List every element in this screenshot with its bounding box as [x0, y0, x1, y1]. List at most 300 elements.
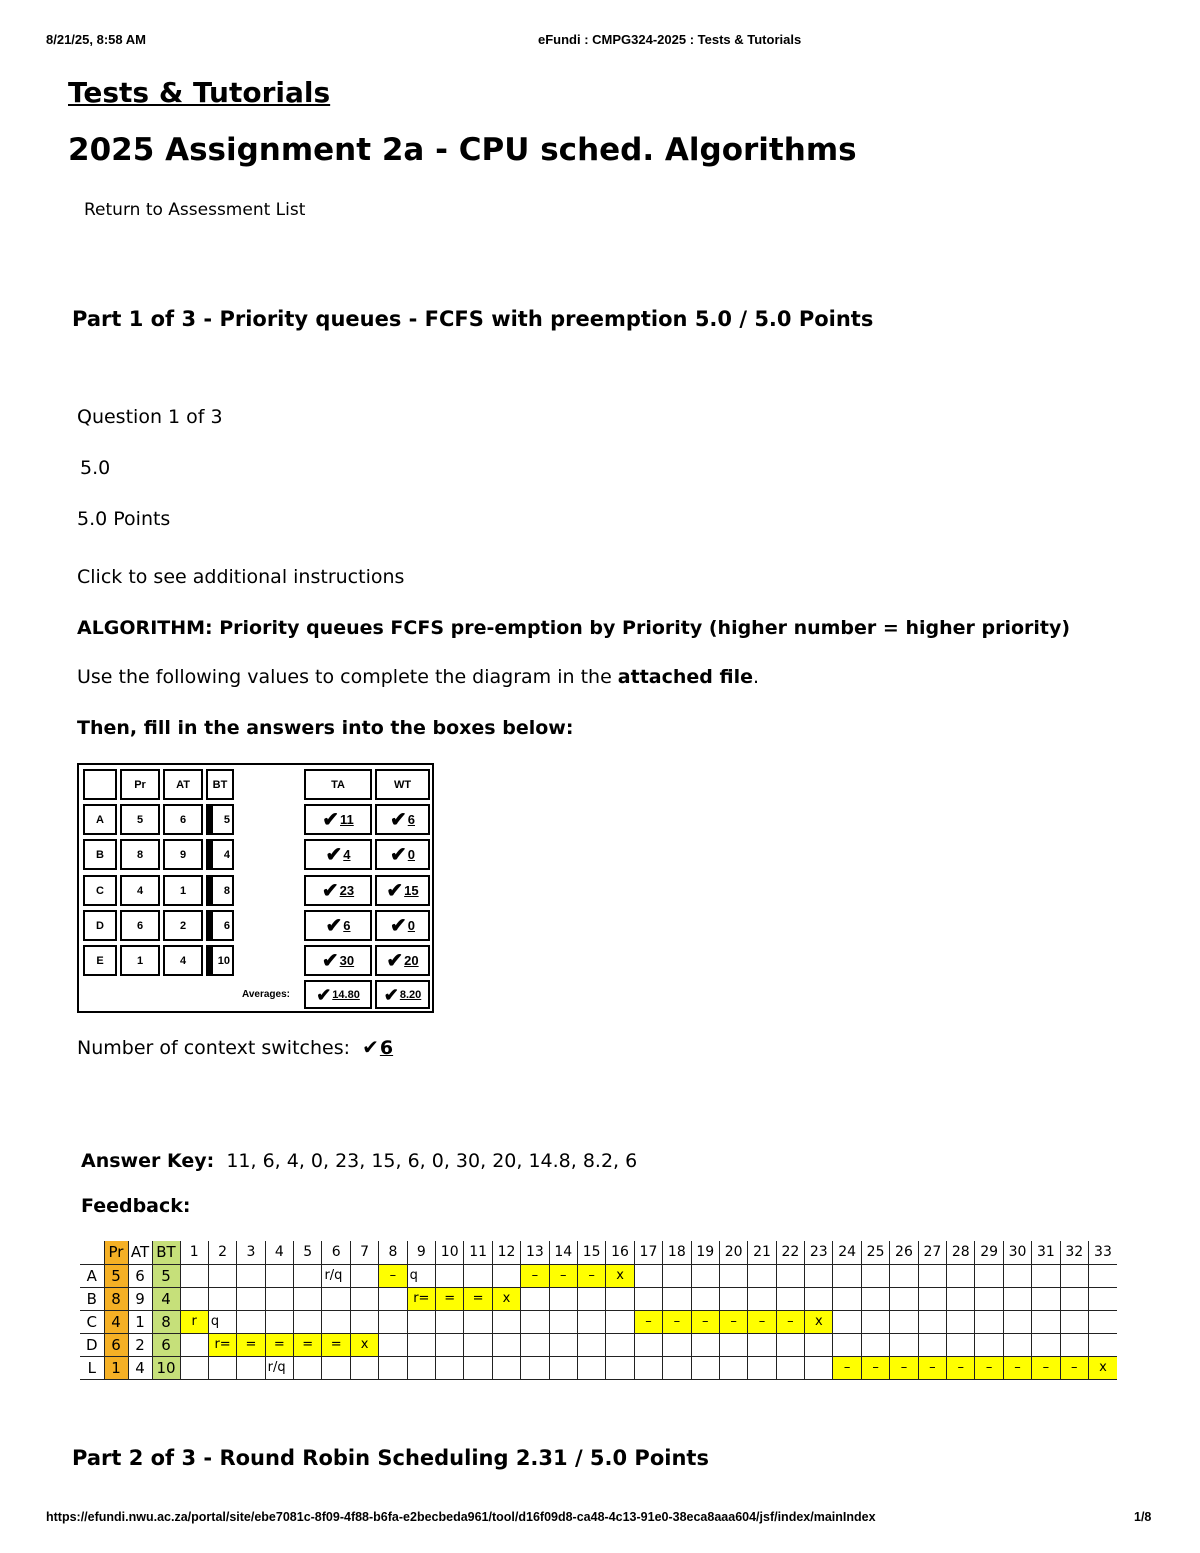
- gantt-cell: [663, 1264, 691, 1287]
- gantt-cell: [805, 1333, 833, 1356]
- gantt-cell: r=: [407, 1287, 435, 1310]
- gantt-cell: [379, 1310, 407, 1333]
- gantt-cell: [634, 1356, 662, 1379]
- gantt-cell: [1089, 1264, 1117, 1287]
- gantt-header-at: AT: [128, 1241, 152, 1264]
- gantt-cell: [947, 1287, 975, 1310]
- gantt-cell: [606, 1356, 634, 1379]
- gantt-cell: [464, 1333, 492, 1356]
- gantt-cell: [322, 1356, 350, 1379]
- waiting-answer-box[interactable]: [375, 875, 430, 906]
- gantt-cell: –: [776, 1310, 804, 1333]
- answer-value: 6: [343, 918, 351, 933]
- gantt-cell: –: [577, 1264, 605, 1287]
- gantt-cell: [776, 1333, 804, 1356]
- gantt-cell: [350, 1310, 378, 1333]
- gantt-cell: [1003, 1287, 1031, 1310]
- burst-time-cell: 6: [206, 910, 234, 941]
- gantt-cell: q: [208, 1310, 236, 1333]
- waiting-answer-box[interactable]: [375, 839, 430, 870]
- gantt-time-label: 16: [606, 1241, 634, 1264]
- gantt-process-name: B: [80, 1287, 104, 1310]
- gantt-cell: [379, 1356, 407, 1379]
- print-doc-title: eFundi : CMPG324-2025 : Tests & Tutorials: [538, 32, 802, 47]
- gantt-cell: [947, 1333, 975, 1356]
- gantt-cell: [890, 1287, 918, 1310]
- gantt-cell: =: [265, 1333, 293, 1356]
- burst-time-cell: 4: [206, 839, 234, 870]
- answer-value: 6: [407, 812, 415, 827]
- gantt-cell: [436, 1310, 464, 1333]
- gantt-cell: [464, 1310, 492, 1333]
- gantt-cell: [1003, 1333, 1031, 1356]
- gantt-cell: –: [975, 1356, 1003, 1379]
- gantt-time-label: 22: [776, 1241, 804, 1264]
- gantt-cell: [719, 1333, 747, 1356]
- gantt-time-label: 23: [805, 1241, 833, 1264]
- gantt-cell: r: [180, 1310, 208, 1333]
- answer-value: 4: [343, 847, 351, 862]
- check-icon: ✔: [325, 914, 343, 937]
- check-icon: ✔: [386, 879, 404, 902]
- gantt-cell: [748, 1287, 776, 1310]
- check-icon: ✔: [390, 914, 407, 937]
- gantt-cell: [322, 1287, 350, 1310]
- gantt-burst: 8: [152, 1310, 180, 1333]
- gantt-cell: [1003, 1264, 1031, 1287]
- gantt-cell: [549, 1356, 577, 1379]
- gantt-time-label: 7: [350, 1241, 378, 1264]
- gantt-cell: r/q: [265, 1356, 293, 1379]
- gantt-burst: 4: [152, 1287, 180, 1310]
- gantt-cell: [208, 1287, 236, 1310]
- gantt-cell: [180, 1333, 208, 1356]
- gantt-cell: [776, 1287, 804, 1310]
- gantt-row: [80, 1264, 1117, 1287]
- grid-header-bt: BT: [206, 769, 234, 800]
- gantt-cell: [918, 1287, 946, 1310]
- arrival-time-cell: 1: [163, 875, 203, 906]
- answer-value: 0: [407, 847, 415, 862]
- attached-file-text: attached file: [617, 666, 753, 688]
- gantt-cell: [521, 1287, 549, 1310]
- grid-header-at: AT: [163, 769, 203, 800]
- gantt-row: [80, 1310, 1117, 1333]
- gantt-cell: [265, 1264, 293, 1287]
- turnaround-answer-box[interactable]: [304, 804, 372, 835]
- context-switches: Number of context switches: ✔6: [77, 1035, 394, 1059]
- gantt-cell: [719, 1356, 747, 1379]
- gantt-time-label: 25: [861, 1241, 889, 1264]
- arrival-time-cell: 2: [163, 910, 203, 941]
- gantt-cell: [805, 1287, 833, 1310]
- part1-title: Part 1 of 3 - Priority queues - FCFS with preemption 5.0 / 5.0 Points: [72, 307, 874, 331]
- gantt-header-pr: Pr: [104, 1241, 128, 1264]
- gantt-cell: [1032, 1287, 1060, 1310]
- gantt-priority: 5: [104, 1264, 128, 1287]
- gantt-cell: [805, 1264, 833, 1287]
- gantt-cell: [719, 1287, 747, 1310]
- gantt-cell: [1032, 1333, 1060, 1356]
- gantt-cell: [237, 1356, 265, 1379]
- gantt-cell: [180, 1356, 208, 1379]
- grid-header-pr: Pr: [120, 769, 160, 800]
- waiting-answer-box[interactable]: [375, 804, 430, 835]
- gantt-cell: –: [1032, 1356, 1060, 1379]
- gantt-cell: [861, 1264, 889, 1287]
- gantt-cell: [492, 1310, 520, 1333]
- gantt-cell: [606, 1310, 634, 1333]
- priority-cell: 6: [120, 910, 160, 941]
- gantt-cell: [663, 1333, 691, 1356]
- gantt-cell: [691, 1264, 719, 1287]
- gantt-cell: [577, 1287, 605, 1310]
- gantt-time-label: 6: [322, 1241, 350, 1264]
- gantt-cell: [634, 1333, 662, 1356]
- gantt-cell: [634, 1287, 662, 1310]
- answer-key: Answer Key: 11, 6, 4, 0, 23, 15, 6, 0, 30, 20, 14.8, 8.2, 6: [81, 1150, 638, 1172]
- answer-value: 20: [404, 953, 419, 968]
- answer-value: 30: [339, 953, 355, 968]
- gantt-cell: [549, 1287, 577, 1310]
- gantt-cell: [1089, 1333, 1117, 1356]
- gantt-arrival: 2: [128, 1333, 152, 1356]
- breadcrumb[interactable]: Tests & Tutorials: [68, 76, 331, 109]
- gantt-cell: [918, 1310, 946, 1333]
- gantt-cell: [719, 1264, 747, 1287]
- gantt-cell: [776, 1264, 804, 1287]
- turnaround-answer-box[interactable]: [304, 875, 372, 906]
- gantt-cell: [237, 1287, 265, 1310]
- gantt-cell: [1003, 1310, 1031, 1333]
- then-fill-text: Then, fill in the answers into the boxes below:: [77, 717, 574, 739]
- gantt-cell: [322, 1310, 350, 1333]
- gantt-cell: –: [691, 1310, 719, 1333]
- grid-header-wt: WT: [375, 769, 430, 800]
- gantt-cell: [577, 1356, 605, 1379]
- gantt-cell: [634, 1264, 662, 1287]
- gantt-time-label: 19: [691, 1241, 719, 1264]
- print-page-number: 1/8: [1134, 1510, 1152, 1524]
- check-icon: ✔: [383, 984, 399, 1005]
- gantt-time-label: 20: [719, 1241, 747, 1264]
- gantt-cell: [805, 1356, 833, 1379]
- arrival-time-cell: 9: [163, 839, 203, 870]
- check-icon: ✔: [362, 1035, 379, 1059]
- gantt-cell: [947, 1264, 975, 1287]
- gantt-time-label: 13: [521, 1241, 549, 1264]
- turnaround-answer-box[interactable]: [304, 839, 372, 870]
- gantt-cell: –: [549, 1264, 577, 1287]
- gantt-header-bt: BT: [152, 1241, 180, 1264]
- gantt-corner: [80, 1241, 104, 1264]
- gantt-cell: [890, 1264, 918, 1287]
- gantt-cell: =: [237, 1333, 265, 1356]
- gantt-cell: [237, 1310, 265, 1333]
- check-icon: ✔: [390, 808, 407, 831]
- gantt-time-label: 8: [379, 1241, 407, 1264]
- question-label: Question 1 of 3: [77, 406, 223, 428]
- gantt-row: [80, 1287, 1117, 1310]
- gantt-cell: [663, 1356, 691, 1379]
- priority-cell: 4: [120, 875, 160, 906]
- answer-value: 8.20: [399, 988, 422, 1001]
- gantt-cell: r/q: [322, 1264, 350, 1287]
- gantt-time-label: 30: [1003, 1241, 1031, 1264]
- gantt-cell: [1089, 1310, 1117, 1333]
- process-name-cell: D: [83, 910, 117, 941]
- gantt-cell: –: [1003, 1356, 1031, 1379]
- gantt-cell: [606, 1333, 634, 1356]
- gantt-cell: [975, 1287, 1003, 1310]
- answer-value: 11: [340, 812, 354, 827]
- check-icon: ✔: [390, 843, 407, 866]
- gantt-cell: [890, 1310, 918, 1333]
- gantt-time-label: 17: [634, 1241, 662, 1264]
- gantt-cell: [833, 1310, 861, 1333]
- gantt-cell: –: [748, 1310, 776, 1333]
- gantt-cell: [861, 1287, 889, 1310]
- gantt-cell: [436, 1264, 464, 1287]
- gantt-time-label: 3: [237, 1241, 265, 1264]
- answer-value: 15: [404, 883, 419, 898]
- context-switches-value: 6: [379, 1037, 394, 1059]
- gantt-cell: [975, 1264, 1003, 1287]
- gantt-cell: [294, 1310, 322, 1333]
- priority-cell: 1: [120, 945, 160, 976]
- gantt-cell: [1060, 1264, 1088, 1287]
- gantt-cell: [549, 1333, 577, 1356]
- process-name-cell: C: [83, 875, 117, 906]
- gantt-header-row: [80, 1241, 1117, 1264]
- gantt-process-name: L: [80, 1356, 104, 1379]
- gantt-time-label: 2: [208, 1241, 236, 1264]
- gantt-cell: [1089, 1287, 1117, 1310]
- gantt-cell: [492, 1264, 520, 1287]
- gantt-time-label: 33: [1089, 1241, 1117, 1264]
- check-icon: ✔: [322, 808, 339, 831]
- gantt-cell: [407, 1333, 435, 1356]
- gantt-cell: [265, 1310, 293, 1333]
- burst-time-cell: 5: [206, 804, 234, 835]
- check-icon: ✔: [316, 984, 332, 1005]
- gantt-cell: [861, 1333, 889, 1356]
- gantt-cell: [833, 1264, 861, 1287]
- gantt-cell: [577, 1310, 605, 1333]
- gantt-cell: [294, 1287, 322, 1310]
- gantt-cell: [379, 1333, 407, 1356]
- gantt-cell: x: [606, 1264, 634, 1287]
- gantt-cell: [521, 1356, 549, 1379]
- algorithm-text: ALGORITHM: Priority queues FCFS pre-emption by Priority (higher number = higher priority): [77, 617, 1071, 639]
- answer-value: 23: [339, 883, 355, 898]
- gantt-cell: [180, 1287, 208, 1310]
- gantt-cell: [464, 1264, 492, 1287]
- gantt-arrival: 9: [128, 1287, 152, 1310]
- answer-value: 14.80: [332, 988, 360, 1001]
- feedback-label: Feedback:: [81, 1195, 191, 1217]
- gantt-time-label: 12: [492, 1241, 520, 1264]
- gantt-cell: –: [521, 1264, 549, 1287]
- waiting-answer-box[interactable]: [375, 945, 430, 976]
- gantt-process-name: A: [80, 1264, 104, 1287]
- average-waiting-box[interactable]: [375, 980, 430, 1009]
- gantt-cell: [1060, 1310, 1088, 1333]
- gantt-priority: 6: [104, 1333, 128, 1356]
- gantt-process-name: C: [80, 1310, 104, 1333]
- averages-label: Averages:: [242, 989, 290, 1000]
- gantt-priority: 1: [104, 1356, 128, 1379]
- gantt-cell: [975, 1333, 1003, 1356]
- gantt-cell: –: [833, 1356, 861, 1379]
- check-icon: ✔: [386, 949, 404, 972]
- process-name-cell: A: [83, 804, 117, 835]
- gantt-cell: [521, 1310, 549, 1333]
- gantt-arrival: 1: [128, 1310, 152, 1333]
- gantt-time-label: 18: [663, 1241, 691, 1264]
- gantt-cell: =: [436, 1287, 464, 1310]
- gantt-cell: [1060, 1287, 1088, 1310]
- process-name-cell: E: [83, 945, 117, 976]
- gantt-cell: [947, 1310, 975, 1333]
- gantt-cell: [350, 1264, 378, 1287]
- gantt-time-label: 21: [748, 1241, 776, 1264]
- turnaround-answer-box[interactable]: [304, 945, 372, 976]
- check-icon: ✔: [325, 843, 343, 866]
- gantt-cell: [294, 1264, 322, 1287]
- gantt-cell: [776, 1356, 804, 1379]
- gantt-cell: [606, 1287, 634, 1310]
- part2-title: Part 2 of 3 - Round Robin Scheduling 2.31 / 5.0 Points: [72, 1446, 709, 1470]
- gantt-arrival: 6: [128, 1264, 152, 1287]
- gantt-time-label: 28: [947, 1241, 975, 1264]
- gantt-cell: [918, 1333, 946, 1356]
- check-icon: ✔: [321, 879, 339, 902]
- gantt-time-label: 9: [407, 1241, 435, 1264]
- answer-value: 0: [407, 918, 415, 933]
- burst-time-cell: 8: [206, 875, 234, 906]
- gantt-cell: –: [634, 1310, 662, 1333]
- gantt-cell: [890, 1333, 918, 1356]
- gantt-cell: –: [379, 1264, 407, 1287]
- gantt-cell: –: [719, 1310, 747, 1333]
- average-turnaround-box[interactable]: [304, 980, 372, 1009]
- gantt-cell: x: [492, 1287, 520, 1310]
- question-score: 5.0: [80, 457, 111, 479]
- gantt-time-label: 4: [265, 1241, 293, 1264]
- additional-instructions-link[interactable]: Click to see additional instructions: [77, 566, 405, 588]
- gantt-time-label: 1: [180, 1241, 208, 1264]
- gantt-cell: [1032, 1264, 1060, 1287]
- gantt-cell: –: [890, 1356, 918, 1379]
- gantt-time-label: 24: [833, 1241, 861, 1264]
- gantt-time-label: 14: [549, 1241, 577, 1264]
- gantt-cell: [436, 1356, 464, 1379]
- question-points: 5.0 Points: [77, 508, 171, 530]
- gantt-burst: 6: [152, 1333, 180, 1356]
- gantt-cell: [350, 1287, 378, 1310]
- gantt-cell: [748, 1356, 776, 1379]
- gantt-time-label: 26: [890, 1241, 918, 1264]
- gantt-cell: [521, 1333, 549, 1356]
- gantt-time-label: 32: [1060, 1241, 1088, 1264]
- gantt-cell: x: [350, 1333, 378, 1356]
- gantt-cell: x: [805, 1310, 833, 1333]
- check-icon: ✔: [321, 949, 339, 972]
- waiting-answer-box[interactable]: [375, 910, 430, 941]
- grid-header-ta: TA: [304, 769, 372, 800]
- gantt-cell: [208, 1356, 236, 1379]
- gantt-cell: [691, 1333, 719, 1356]
- gantt-cell: [549, 1310, 577, 1333]
- turnaround-answer-box[interactable]: [304, 910, 372, 941]
- gantt-cell: –: [918, 1356, 946, 1379]
- gantt-cell: [379, 1287, 407, 1310]
- gantt-priority: 4: [104, 1310, 128, 1333]
- print-url: https://efundi.nwu.ac.za/portal/site/ebe7081c-8f09-4f88-b6fa-e2becbeda961/tool/d16f09d8-ca48-4c13-91e0-38eca8aaa604/jsf/index/mainIndex: [46, 1510, 876, 1524]
- priority-cell: 8: [120, 839, 160, 870]
- gantt-cell: x: [1089, 1356, 1117, 1379]
- gantt-cell: [833, 1333, 861, 1356]
- gantt-cell: [294, 1356, 322, 1379]
- gantt-cell: =: [294, 1333, 322, 1356]
- gantt-cell: r=: [208, 1333, 236, 1356]
- gantt-burst: 5: [152, 1264, 180, 1287]
- gantt-row: [80, 1333, 1117, 1356]
- instructions-text: Use the following values to complete the diagram in the attached file.: [77, 666, 760, 688]
- gantt-cell: [407, 1310, 435, 1333]
- gantt-table: [80, 1241, 1117, 1380]
- page-title: 2025 Assignment 2a - CPU sched. Algorithms: [68, 132, 857, 168]
- gantt-cell: [265, 1287, 293, 1310]
- gantt-cell: –: [1060, 1356, 1088, 1379]
- gantt-cell: –: [947, 1356, 975, 1379]
- gantt-cell: –: [861, 1356, 889, 1379]
- gantt-cell: [180, 1264, 208, 1287]
- gantt-cell: [691, 1356, 719, 1379]
- gantt-cell: [436, 1333, 464, 1356]
- gantt-time-label: 31: [1032, 1241, 1060, 1264]
- gantt-cell: [861, 1310, 889, 1333]
- gantt-cell: [208, 1264, 236, 1287]
- gantt-time-label: 5: [294, 1241, 322, 1264]
- gantt-time-label: 15: [577, 1241, 605, 1264]
- gantt-priority: 8: [104, 1287, 128, 1310]
- gantt-arrival: 4: [128, 1356, 152, 1379]
- gantt-cell: [1060, 1333, 1088, 1356]
- return-to-assessment-list-link[interactable]: Return to Assessment List: [84, 200, 306, 220]
- feedback-gantt-chart: [80, 1241, 1117, 1380]
- priority-cell: 5: [120, 804, 160, 835]
- gantt-cell: [492, 1333, 520, 1356]
- grid-corner-cell: [83, 769, 117, 800]
- gantt-cell: [1032, 1310, 1060, 1333]
- gantt-cell: [577, 1333, 605, 1356]
- gantt-cell: [464, 1356, 492, 1379]
- gantt-cell: [748, 1264, 776, 1287]
- gantt-time-label: 27: [918, 1241, 946, 1264]
- gantt-cell: [748, 1333, 776, 1356]
- gantt-cell: [407, 1356, 435, 1379]
- arrival-time-cell: 4: [163, 945, 203, 976]
- burst-time-cell: 10: [206, 945, 234, 976]
- gantt-cell: [492, 1356, 520, 1379]
- gantt-cell: [918, 1264, 946, 1287]
- gantt-time-label: 10: [436, 1241, 464, 1264]
- gantt-cell: –: [663, 1310, 691, 1333]
- answer-grid: [77, 763, 434, 1013]
- gantt-process-name: D: [80, 1333, 104, 1356]
